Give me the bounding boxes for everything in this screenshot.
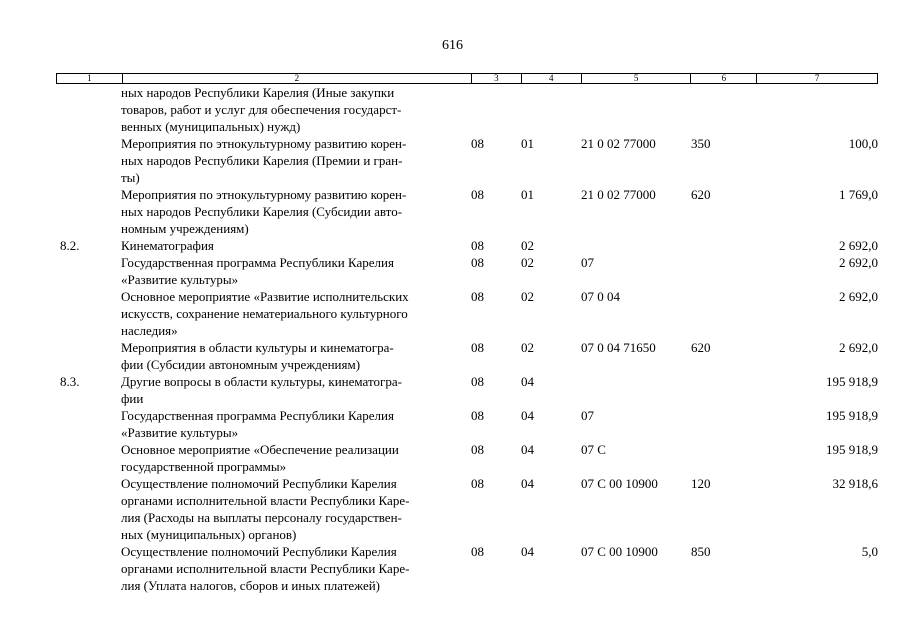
row-section <box>471 84 521 135</box>
row-subsection: 01 <box>521 136 534 151</box>
row-number <box>56 254 121 288</box>
header-col-7: 7 <box>756 74 877 83</box>
table-row <box>56 373 878 407</box>
row-target-code <box>581 237 691 254</box>
row-description: Мероприятия в области культуры и кинематогра- фии (Субсидии автономным учреждениям) <box>121 340 394 372</box>
row-number: 8.3. <box>60 374 80 389</box>
table-row <box>56 441 878 475</box>
header-col-2: 2 <box>122 74 471 83</box>
row-description: ных народов Республики Карелия (Иные закупки товаров, работ и услуг для обеспечения государст- венных (муниципальных) нужд) <box>121 85 402 134</box>
row-amount: 5,0 <box>861 544 878 559</box>
row-expense-type: 620 <box>691 340 711 355</box>
row-subsection: 02 <box>521 238 534 253</box>
row-amount: 2 692,0 <box>839 238 878 253</box>
row-section: 08 <box>471 238 484 253</box>
row-subsection: 02 <box>521 255 534 270</box>
row-description: Основное мероприятие «Обеспечение реализации государственной программы» <box>121 442 399 474</box>
table-row <box>56 407 878 441</box>
row-number <box>56 543 121 594</box>
row-target-code: 07 С 00 10900 <box>581 544 658 559</box>
row-amount: 195 918,9 <box>826 408 878 423</box>
row-amount <box>757 84 878 135</box>
row-number <box>56 84 121 135</box>
row-target-code: 21 0 02 77000 <box>581 187 656 202</box>
row-description: Осуществление полномочий Республики Карелия органами исполнительной власти Республики Каре- лия (Уплата налогов, сборов и иных платежей) <box>121 544 410 593</box>
row-subsection: 01 <box>521 187 534 202</box>
table-row <box>56 254 878 288</box>
row-target-code: 07 С <box>581 442 606 457</box>
table-row <box>56 543 878 594</box>
row-number <box>56 475 121 543</box>
table-row <box>56 135 878 186</box>
row-amount: 195 918,9 <box>826 442 878 457</box>
header-col-1: 1 <box>87 73 92 83</box>
row-number <box>56 186 121 237</box>
row-description: Мероприятия по этнокультурному развитию корен- ных народов Республики Карелия (Премии и гран- ты) <box>121 136 407 185</box>
row-description: Основное мероприятие «Развитие исполнительских искусств, сохранение нематериального культурного наследия» <box>121 289 409 338</box>
table-body <box>56 84 878 594</box>
row-expense-type: 120 <box>691 476 711 491</box>
row-section: 08 <box>471 136 484 151</box>
row-subsection: 02 <box>521 289 534 304</box>
row-section: 08 <box>471 408 484 423</box>
row-number <box>56 441 121 475</box>
row-amount: 32 918,6 <box>832 476 878 491</box>
row-section: 08 <box>471 187 484 202</box>
row-target-code <box>581 84 691 135</box>
row-expense-type <box>691 407 757 441</box>
table-row <box>56 288 878 339</box>
row-number: 8.2. <box>60 238 80 253</box>
row-description: Другие вопросы в области культуры, кинематогра- фии <box>121 374 402 406</box>
row-expense-type <box>691 373 757 407</box>
row-section: 08 <box>471 374 484 389</box>
table-header <box>56 73 878 84</box>
row-section: 08 <box>471 340 484 355</box>
row-amount: 2 692,0 <box>839 289 878 304</box>
table-row <box>56 237 878 254</box>
row-description: Кинематография <box>121 238 214 253</box>
row-number <box>56 407 121 441</box>
row-target-code <box>581 373 691 407</box>
row-expense-type <box>691 288 757 339</box>
row-expense-type <box>691 254 757 288</box>
row-subsection: 04 <box>521 408 534 423</box>
table-row <box>56 339 878 373</box>
row-target-code: 07 0 04 <box>581 289 620 304</box>
row-number <box>56 135 121 186</box>
row-amount: 2 692,0 <box>839 340 878 355</box>
row-expense-type: 620 <box>691 187 711 202</box>
row-subsection: 04 <box>521 374 534 389</box>
row-expense-type <box>691 237 757 254</box>
row-description: Государственная программа Республики Карелия «Развитие культуры» <box>121 255 394 287</box>
row-section: 08 <box>471 289 484 304</box>
table-row <box>56 186 878 237</box>
row-description: Осуществление полномочий Республики Карелия органами исполнительной власти Республики Каре- лия (Расходы на выплаты персоналу государствен- ных (муниципальных) органов) <box>121 476 410 542</box>
row-subsection: 04 <box>521 476 534 491</box>
row-target-code: 07 С 00 10900 <box>581 476 658 491</box>
row-amount: 195 918,9 <box>826 374 878 389</box>
row-number <box>56 288 121 339</box>
table-row <box>56 84 878 135</box>
header-col-6: 6 <box>690 74 756 83</box>
row-amount: 1 769,0 <box>839 187 878 202</box>
row-target-code: 07 <box>581 255 594 270</box>
row-subsection: 04 <box>521 442 534 457</box>
header-col-5: 5 <box>581 74 691 83</box>
row-description: Мероприятия по этнокультурному развитию корен- ных народов Республики Карелия (Субсидии авто- номным учреждениям) <box>121 187 407 236</box>
row-section: 08 <box>471 544 484 559</box>
row-subsection: 04 <box>521 544 534 559</box>
header-col-4: 4 <box>521 74 581 83</box>
table-row <box>56 475 878 543</box>
row-description: Государственная программа Республики Карелия «Развитие культуры» <box>121 408 394 440</box>
row-expense-type <box>691 84 757 135</box>
row-target-code: 07 <box>581 408 594 423</box>
row-expense-type: 350 <box>691 136 711 151</box>
row-expense-type: 850 <box>691 544 711 559</box>
row-amount: 100,0 <box>848 136 878 151</box>
row-subsection: 02 <box>521 340 534 355</box>
row-number <box>56 339 121 373</box>
row-expense-type <box>691 441 757 475</box>
page-number: 616 <box>442 38 463 53</box>
row-amount: 2 692,0 <box>839 255 878 270</box>
row-section: 08 <box>471 255 484 270</box>
row-section: 08 <box>471 442 484 457</box>
row-subsection <box>521 84 581 135</box>
header-col-3: 3 <box>471 74 521 83</box>
row-target-code: 07 0 04 71650 <box>581 340 656 355</box>
row-target-code: 21 0 02 77000 <box>581 136 656 151</box>
row-section: 08 <box>471 476 484 491</box>
